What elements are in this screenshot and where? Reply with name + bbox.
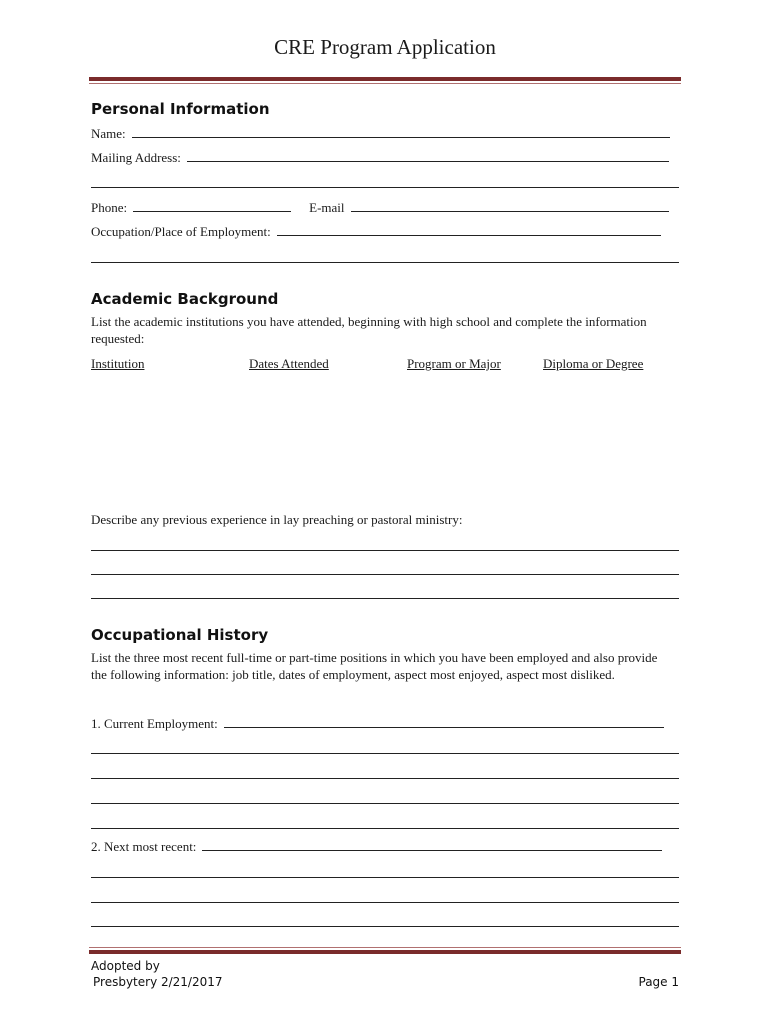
ministry-experience-prompt: Describe any previous experience in lay preaching or pastoral ministry:	[91, 512, 463, 527]
mailing-address-field-line-2[interactable]	[91, 187, 679, 188]
ministry-experience-line-3[interactable]	[91, 598, 679, 599]
mailing-address-row	[91, 150, 681, 166]
mailing-address-field[interactable]	[187, 150, 669, 162]
footer-divider	[89, 950, 681, 954]
ministry-experience-line-1[interactable]	[91, 550, 679, 551]
next-most-recent-line-2[interactable]	[91, 877, 679, 878]
document-title: CRE Program Application	[274, 35, 496, 59]
next-most-recent-label: 2. Next most recent:	[91, 839, 197, 854]
next-most-recent-line-3[interactable]	[91, 902, 679, 903]
occupation-row	[91, 224, 681, 240]
name-row	[91, 126, 681, 142]
current-employment-row	[91, 716, 681, 732]
adopted-by-text: Adopted by	[91, 959, 160, 973]
current-employment-line-3[interactable]	[91, 778, 679, 779]
next-most-recent-row	[91, 839, 681, 855]
academic-instructions: List the academic institutions you have attended, beginning with high school and complete the information requested:	[91, 314, 647, 346]
phone-field[interactable]	[133, 200, 291, 212]
column-dates-attended: Dates Attended	[249, 356, 329, 371]
next-most-recent-line-4[interactable]	[91, 926, 679, 927]
occupation-field-line-2[interactable]	[91, 262, 679, 263]
occupational-history-heading: Occupational History	[91, 626, 269, 644]
adopted-date-text: Presbytery 2/21/2017	[93, 975, 223, 989]
header-divider-thin	[89, 83, 681, 84]
mailing-address-label: Mailing Address:	[91, 150, 181, 165]
current-employment-line-5[interactable]	[91, 828, 679, 829]
next-most-recent-field[interactable]	[202, 839, 662, 851]
email-field[interactable]	[351, 200, 669, 212]
page-number: Page 1	[638, 975, 679, 989]
current-employment-label: 1. Current Employment:	[91, 716, 218, 731]
column-diploma-or-degree: Diploma or Degree	[543, 356, 644, 371]
academic-background-heading: Academic Background	[91, 290, 279, 308]
ministry-experience-line-2[interactable]	[91, 574, 679, 575]
name-label: Name:	[91, 126, 126, 141]
phone-email-row	[91, 200, 681, 216]
footer-divider-thin	[89, 947, 681, 948]
occupation-label: Occupation/Place of Employment:	[91, 224, 271, 239]
occupational-instructions: List the three most recent full-time or part-time positions in which you have been employed and also provide the following information: job title, dates of employment, aspect most enjoyed, aspect most disliked.	[91, 650, 658, 682]
name-field[interactable]	[132, 126, 670, 138]
current-employment-field[interactable]	[224, 716, 664, 728]
current-employment-line-4[interactable]	[91, 803, 679, 804]
header-divider	[89, 77, 681, 81]
phone-label: Phone:	[91, 200, 128, 215]
column-institution: Institution	[91, 356, 145, 371]
current-employment-line-2[interactable]	[91, 753, 679, 754]
occupation-field[interactable]	[277, 224, 661, 236]
email-label: E-mail	[309, 200, 345, 215]
column-program-or-major: Program or Major	[407, 356, 501, 371]
personal-information-heading: Personal Information	[91, 100, 270, 118]
